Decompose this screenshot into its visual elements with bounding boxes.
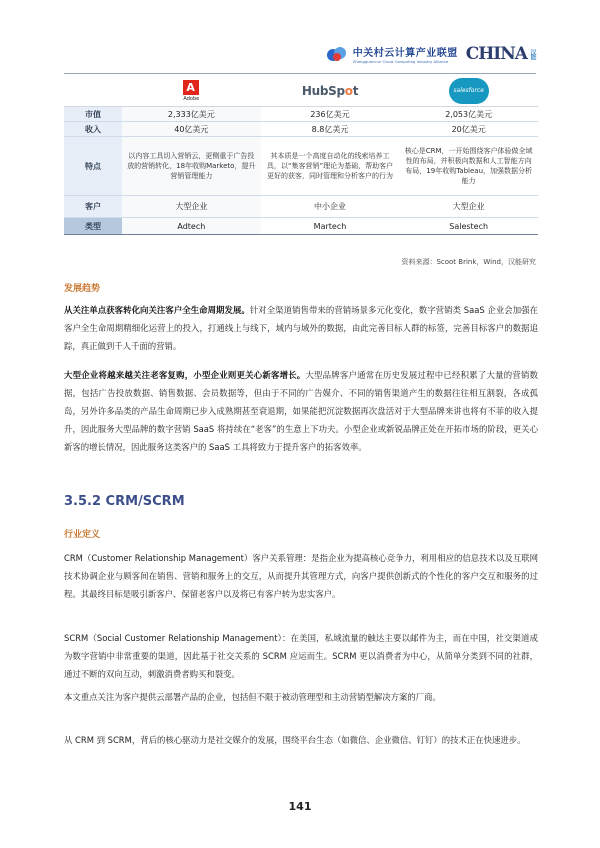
definition-heading: 行业定义 — [64, 530, 101, 540]
adobe-logo-text: Adobe — [183, 96, 200, 102]
table-cell: 2,333亿美元 — [122, 107, 261, 122]
row-label: 收入 — [64, 122, 122, 137]
adobe-logo-icon: A Adobe — [183, 81, 200, 102]
trend-p1-lead: 从关注单点获客转化向关注客户全生命周期发展。 — [64, 305, 250, 315]
table-cell: 20亿美元 — [399, 122, 538, 137]
salesforce-logo-cell — [399, 76, 538, 107]
table-cell: 40亿美元 — [122, 122, 261, 137]
trend-paragraph-1 — [64, 301, 538, 355]
table-cell: 2,053亿美元 — [399, 107, 538, 122]
china-logo — [466, 44, 536, 64]
table-cell: 核心是CRM，一开始围绕客户体验做全域性的布局，并积极向数据和人工智能方向布局，19年收购Tableau，加强数据分析能力 — [399, 137, 538, 196]
header-logos — [325, 40, 536, 68]
focus-paragraph: 本文重点关注为客户提供云部署产品的企业，包括但不限于被动管理型和主动营销型解决方案的厂商。 — [64, 692, 441, 702]
table-cell: 236亿美元 — [261, 107, 400, 122]
evolution-paragraph: 从 CRM 到 SCRM，背后的核心驱动力是社交媒介的发展，围绕平台生态（如微信、企业微信、钉钉）的技术正在快速进步。 — [64, 735, 526, 745]
section-title: 3.5.2 CRM/SCRM — [64, 494, 185, 509]
table-cell: 大型企业 — [122, 196, 261, 218]
crm-definition: CRM（Customer Relationship Management）客户关系管理：是指企业为提高核心竞争力，利用相应的信息技术以及互联网技术协调企业与顾客间在销售、营销和服务上的交互，从而提升其管理方式，向客户提供创新式的个性化的客户交互和服务的过程。其最终目标是吸引新客户、保留老客户以及将已有客户转为忠实客户。 — [64, 553, 538, 599]
table-row — [64, 122, 538, 137]
table-cell: Adtech — [122, 218, 261, 235]
table-cell: Martech — [261, 218, 400, 235]
logo-secondary-vert: 汉能 — [529, 49, 536, 59]
adobe-logo-cell — [122, 76, 261, 107]
table-cell: 以内容工具切入营销云，更侧重于广告投放的营销转化，18年收购Marketo，提升营销管理能力 — [122, 137, 261, 196]
logo-secondary-left: CHINA — [465, 44, 527, 64]
table-row — [64, 196, 538, 218]
cloud-logo-icon — [325, 45, 349, 63]
row-label: 类型 — [64, 218, 122, 235]
trend-p2-body: 大型品牌客户通常在历史发展过程中已经积累了大量的营销数据，包括广告投放数据、销售数据、会员数据等，但由于不同的广告媒介、不同的销售渠道产生的数据往往相互割裂，各成孤岛，另外许多品类的产品生命周期已步入成熟期甚至衰退期，如果能把沉淀数据再次盘活对于大型品牌来讲也将有不菲的收入提升，因此服务大型品牌的数字营销 SaaS 将持续在“老客”的生意上下功夫。小型企业或新锐品牌正处在开拓市场的阶段，更关心新客的增长情况，因此服务这类客户的 SaaS 工具将致力于提升客户的拓客效率。 — [64, 370, 539, 452]
scrm-definition: SCRM（Social Customer Relationship Management）：在美国，私域流量的触达主要以邮件为主，而在中国，社交渠道成为数字营销中非常重要的渠道，因此基于社交关系的 SCRM 应运而生。SCRM 更以消费者为中心，从简单分类到不同的社群，通过不断的双向互动，刺激消费者购买和裂变。 — [64, 633, 538, 679]
table-row-logos — [64, 76, 538, 107]
trend-heading: 发展趋势 — [64, 284, 101, 294]
hubspot-logo-cell — [261, 76, 400, 107]
table-cell: 8.8亿美元 — [261, 122, 400, 137]
source-note: 资料来源：Scoot Brink，Wind，汉能研究 — [401, 258, 536, 266]
table-cell: 其本质是一个高度自动化的线索培养工具，以“集客营销”理论为基础，帮助客户更好的获客，同时管理和分析客户的行为 — [261, 137, 400, 196]
logo-primary-cn: 中关村云计算产业联盟 — [352, 48, 458, 59]
logo-primary-en: Zhongguancun Cloud Computing Industry Alliance — [352, 59, 449, 64]
table-row — [64, 218, 538, 235]
page-number: 141 — [288, 800, 312, 813]
table-row — [64, 137, 538, 196]
salesforce-logo-icon: salesforce — [449, 78, 489, 104]
trend-p1-body: 针对全渠道销售带来的营销场景多元化变化，数字营销类 SaaS 企业会加强在客户全生命周期精细化运营上的投入，打通线上与线下，域内与域外的数据，由此完善目标人群的标签，完善目标客户的数据追踪，真正做到千人千面的营销。 — [64, 305, 539, 351]
hubspot-logo-icon: HubSpot — [301, 84, 359, 98]
row-label: 特点 — [64, 137, 122, 196]
trend-p2-lead: 大型企业将越来越关注老客复购，小型企业则更关心新客增长。 — [64, 370, 306, 380]
table-cell: Salestech — [399, 218, 538, 235]
table-cell: 中小企业 — [261, 196, 400, 218]
zgc-alliance-logo — [325, 44, 458, 64]
row-label: 客户 — [64, 196, 122, 218]
comparison-table — [64, 76, 538, 235]
row-label: 市值 — [64, 107, 122, 122]
trend-paragraph-2 — [64, 366, 538, 456]
header-rule — [64, 73, 536, 74]
table-row — [64, 107, 538, 122]
table-cell: 大型企业 — [399, 196, 538, 218]
